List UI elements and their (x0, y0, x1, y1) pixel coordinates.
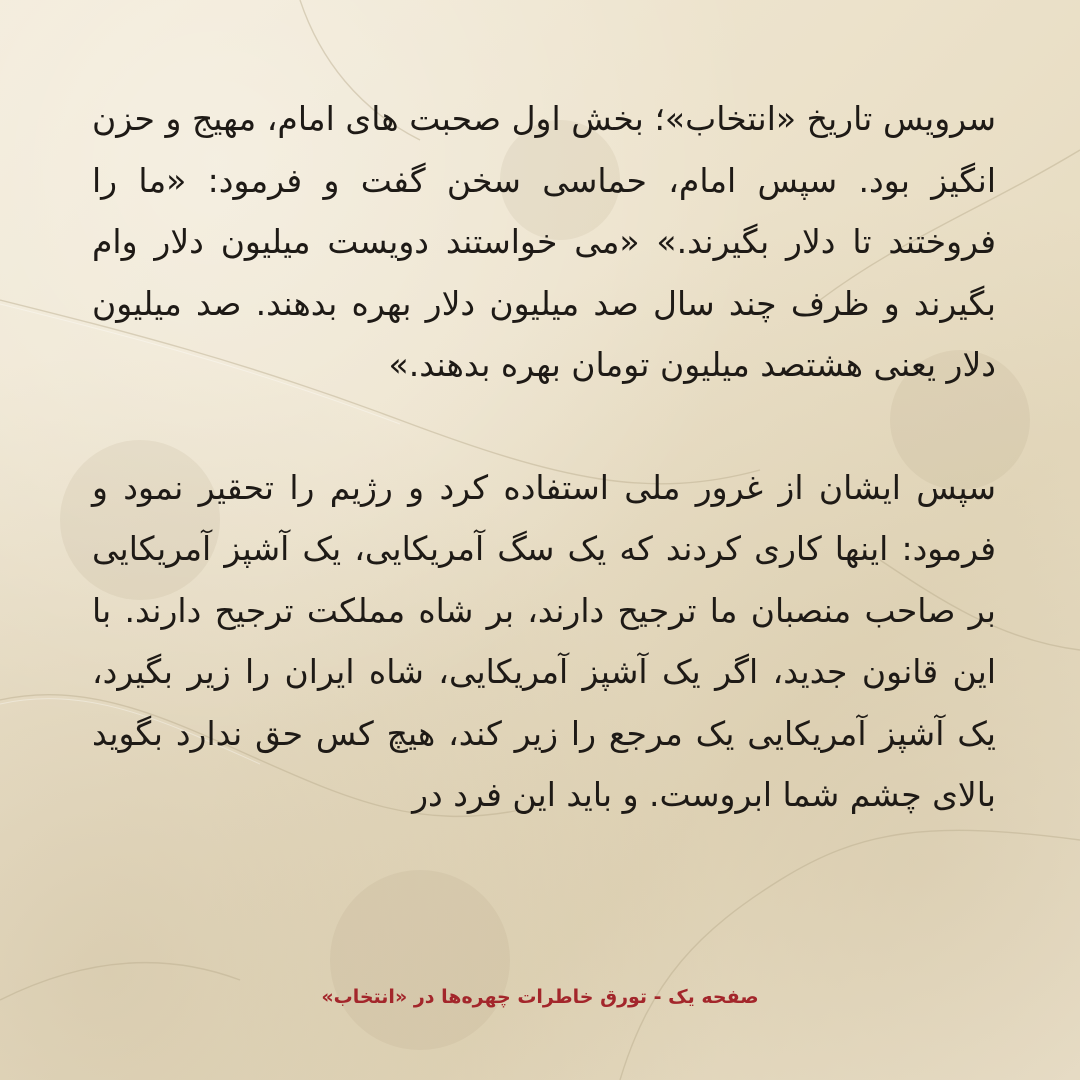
page-caption: صفحه یک - تورق خاطرات چهره‌ها در «انتخاب» (321, 986, 759, 1008)
paragraph-1: سرویس تاریخ «انتخاب»؛ بخش اول صحبت های امام، مهیج و حزن انگیز بود. سپس امام، حماسی سخن گفت و فرمود: «ما را فروختند تا دلار بگیرند.» «می خواستند دویست میلیون دلار وام بگیرند و ظرف چند سال صد میلیون دلار بهره بدهند. صد میلیون دلار یعنی هشتصد میلیون تومان بهره بدهند.» (92, 99, 996, 384)
paragraph-2: سپس ایشان از غرور ملی استفاده کرد و رژیم را تحقیر نمود و فرمود: اینها کاری کردند که یک سگ آمریکایی، یک آشپز آمریکایی بر صاحب منصبان ما ترجیح دارند، بر شاه مملکت ترجیح دارند. با این قانون جدید، اگر یک آشپز آمریکایی، شاه ایران را زیر بگیرد، یک آشپز آمریکایی یک مرجع را زیر کند، هیچ کس حق ندارد بگوید بالای چشم شما ابروست. و باید این فرد در (92, 467, 996, 814)
document-body (92, 88, 996, 826)
